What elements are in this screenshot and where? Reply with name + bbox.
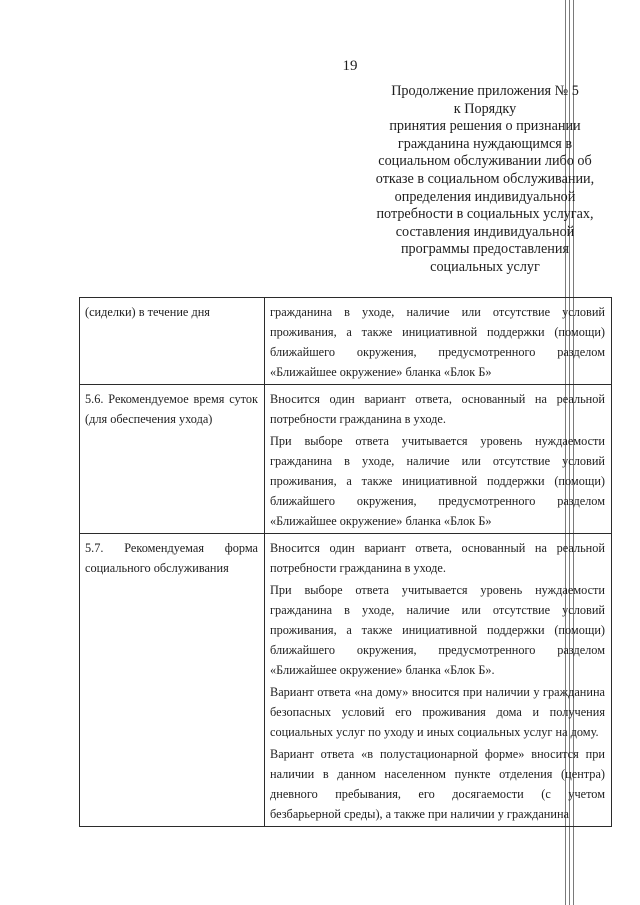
annex-header-line: социальном обслуживании либо об: [378, 153, 592, 170]
annex-header-line: составления индивидуальной: [395, 223, 575, 240]
table-cell-text: [265, 385, 612, 534]
table-cell-label: 5.7. Рекомендуемая форма социального обслуживания: [80, 534, 265, 827]
paragraph: При выборе ответа учитывается уровень нуждаемости гражданина в уходе, наличие или отсутствие условий проживания, а также инициативной поддержки (помощи) ближайшего окружения, предусмотренного разделом «Ближайшее окружение» бланка «Блок Б».: [270, 583, 605, 677]
table-cell-label: 5.6. Рекомендуемое время суток (для обеспечения ухода): [80, 385, 265, 534]
annex-header-line: социальных услуг: [430, 258, 540, 275]
content-table: [79, 297, 612, 827]
table-row: [80, 534, 612, 827]
paragraph: Вносится один вариант ответа, основанный на реальной потребности гражданина в уходе.: [270, 392, 605, 426]
paragraph: Вариант ответа «в полустационарной форме» вносится при наличии в данном населенном пункте отделения (центра) дневного пребывания, его досягаемости (с учетом безбарьерной среды), а также при наличии у гражданина: [270, 747, 605, 821]
annex-header-line: принятия решения о признании: [389, 118, 581, 135]
annex-header-line: гражданина нуждающимся в: [397, 135, 573, 152]
paragraph: Вносится один вариант ответа, основанный на реальной потребности гражданина в уходе.: [270, 541, 605, 575]
page-number: 19: [342, 58, 358, 74]
table-cell-label: (сиделки) в течение дня: [80, 298, 265, 385]
table-cell-text: [265, 534, 612, 827]
annex-header-line: потребности в социальных услугах,: [376, 206, 594, 223]
paragraph: При выборе ответа учитывается уровень нуждаемости гражданина в уходе, наличие или отсутствие условий проживания, а также инициативной поддержки (помощи) ближайшего окружения, предусмотренного разделом «Ближайшее окружение» бланка «Блок Б»: [270, 434, 605, 528]
annex-header-line: определения индивидуальной: [394, 188, 576, 205]
table-cell-text: [265, 298, 612, 385]
annex-header-line: программы предоставления: [400, 241, 570, 258]
annex-header-line: Продолжение приложения № 5: [391, 83, 579, 99]
table-row: [80, 385, 612, 534]
paragraph: Вариант ответа «на дому» вносится при наличии у гражданина безопасных условий его проживания дома и получения социальных услуг по уходу и иных социальных услуг на дому.: [270, 685, 605, 739]
annex-header-line: к Порядку: [453, 100, 517, 117]
table-row: [80, 298, 612, 385]
annex-header-line: отказе в социальном обслуживании,: [375, 170, 595, 187]
paragraph: гражданина в уходе, наличие или отсутствие условий проживания, а также инициативной поддержки (помощи) ближайшего окружения, предусмотренного разделом «Ближайшее окружение» бланка «Блок Б»: [270, 305, 605, 379]
annex-header: [350, 83, 620, 277]
